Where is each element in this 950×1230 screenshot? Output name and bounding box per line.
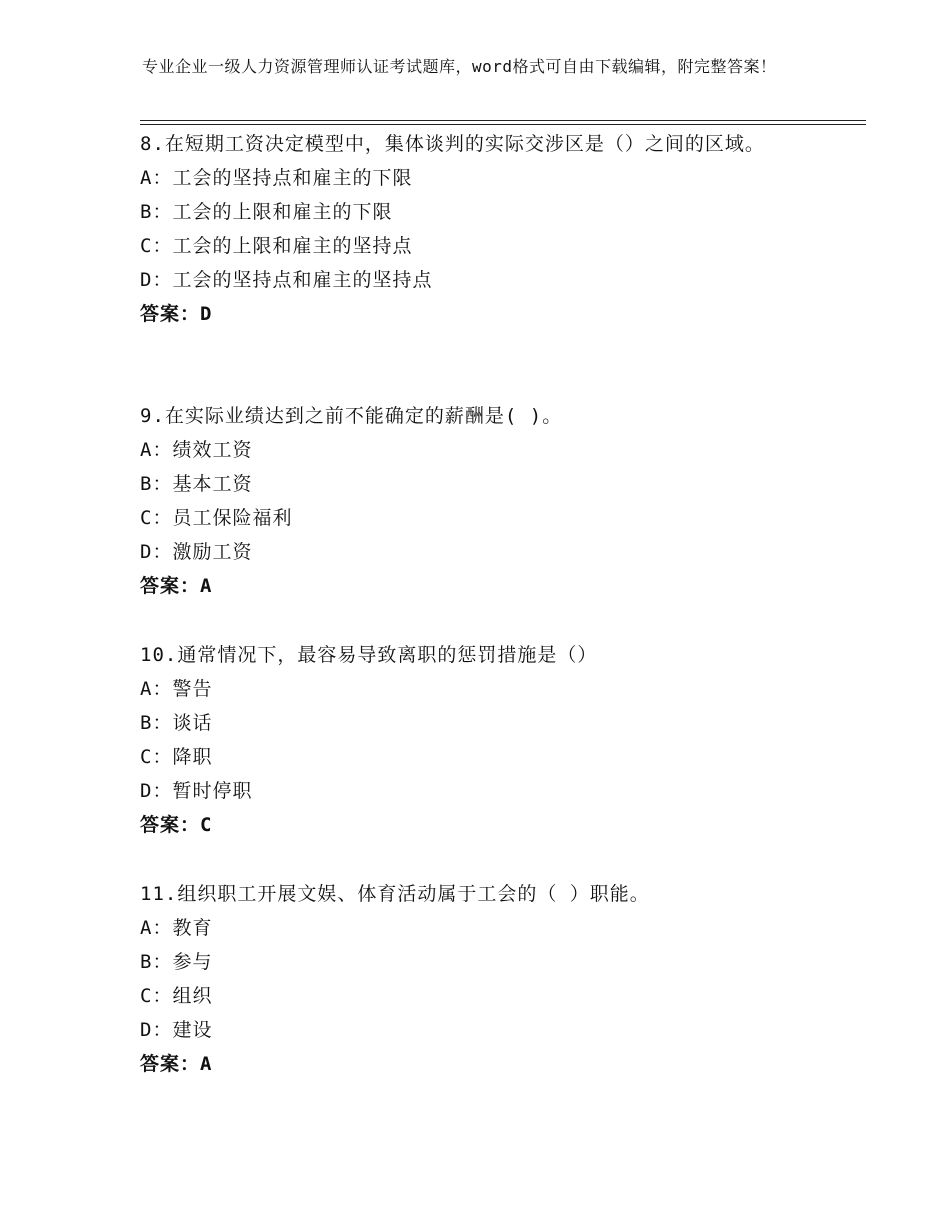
option-b: B：基本工资 xyxy=(140,473,253,495)
answer-label: 答案：A xyxy=(140,575,213,597)
option-d: D：暂时停职 xyxy=(140,780,253,802)
question-stem: 10.通常情况下，最容易导致离职的惩罚措施是（） xyxy=(140,644,598,666)
option-c: C：工会的上限和雇主的坚持点 xyxy=(140,235,413,257)
option-c: C：组织 xyxy=(140,985,213,1007)
question-stem: 11.组织职工开展文娱、体育活动属于工会的（ ）职能。 xyxy=(140,883,650,905)
option-a: A：教育 xyxy=(140,917,213,939)
option-b: B：参与 xyxy=(140,951,213,973)
option-d: D：激励工资 xyxy=(140,541,253,563)
option-d: D：建设 xyxy=(140,1019,213,1041)
option-a: A：工会的坚持点和雇主的下限 xyxy=(140,167,413,189)
question-block xyxy=(140,127,800,331)
option-c: C：降职 xyxy=(140,746,213,768)
question-block xyxy=(140,877,800,1081)
option-b: B：工会的上限和雇主的下限 xyxy=(140,201,393,223)
document-header: 专业企业一级人力资源管理师认证考试题库，word格式可自由下载编辑，附完整答案！ xyxy=(142,57,777,76)
question-block xyxy=(140,638,800,842)
option-d: D：工会的坚持点和雇主的坚持点 xyxy=(140,269,433,291)
answer-label: 答案：D xyxy=(140,303,213,325)
header-divider xyxy=(140,120,866,125)
question-block xyxy=(140,399,800,603)
option-b: B：谈话 xyxy=(140,712,213,734)
question-stem: 9.在实际业绩达到之前不能确定的薪酬是( )。 xyxy=(140,405,563,427)
option-a: A：绩效工资 xyxy=(140,439,253,461)
question-stem: 8.在短期工资决定模型中，集体谈判的实际交涉区是（）之间的区域。 xyxy=(140,133,765,155)
option-a: A：警告 xyxy=(140,678,213,700)
option-c: C：员工保险福利 xyxy=(140,507,293,529)
answer-label: 答案：A xyxy=(140,1053,213,1075)
answer-label: 答案：C xyxy=(140,814,213,836)
